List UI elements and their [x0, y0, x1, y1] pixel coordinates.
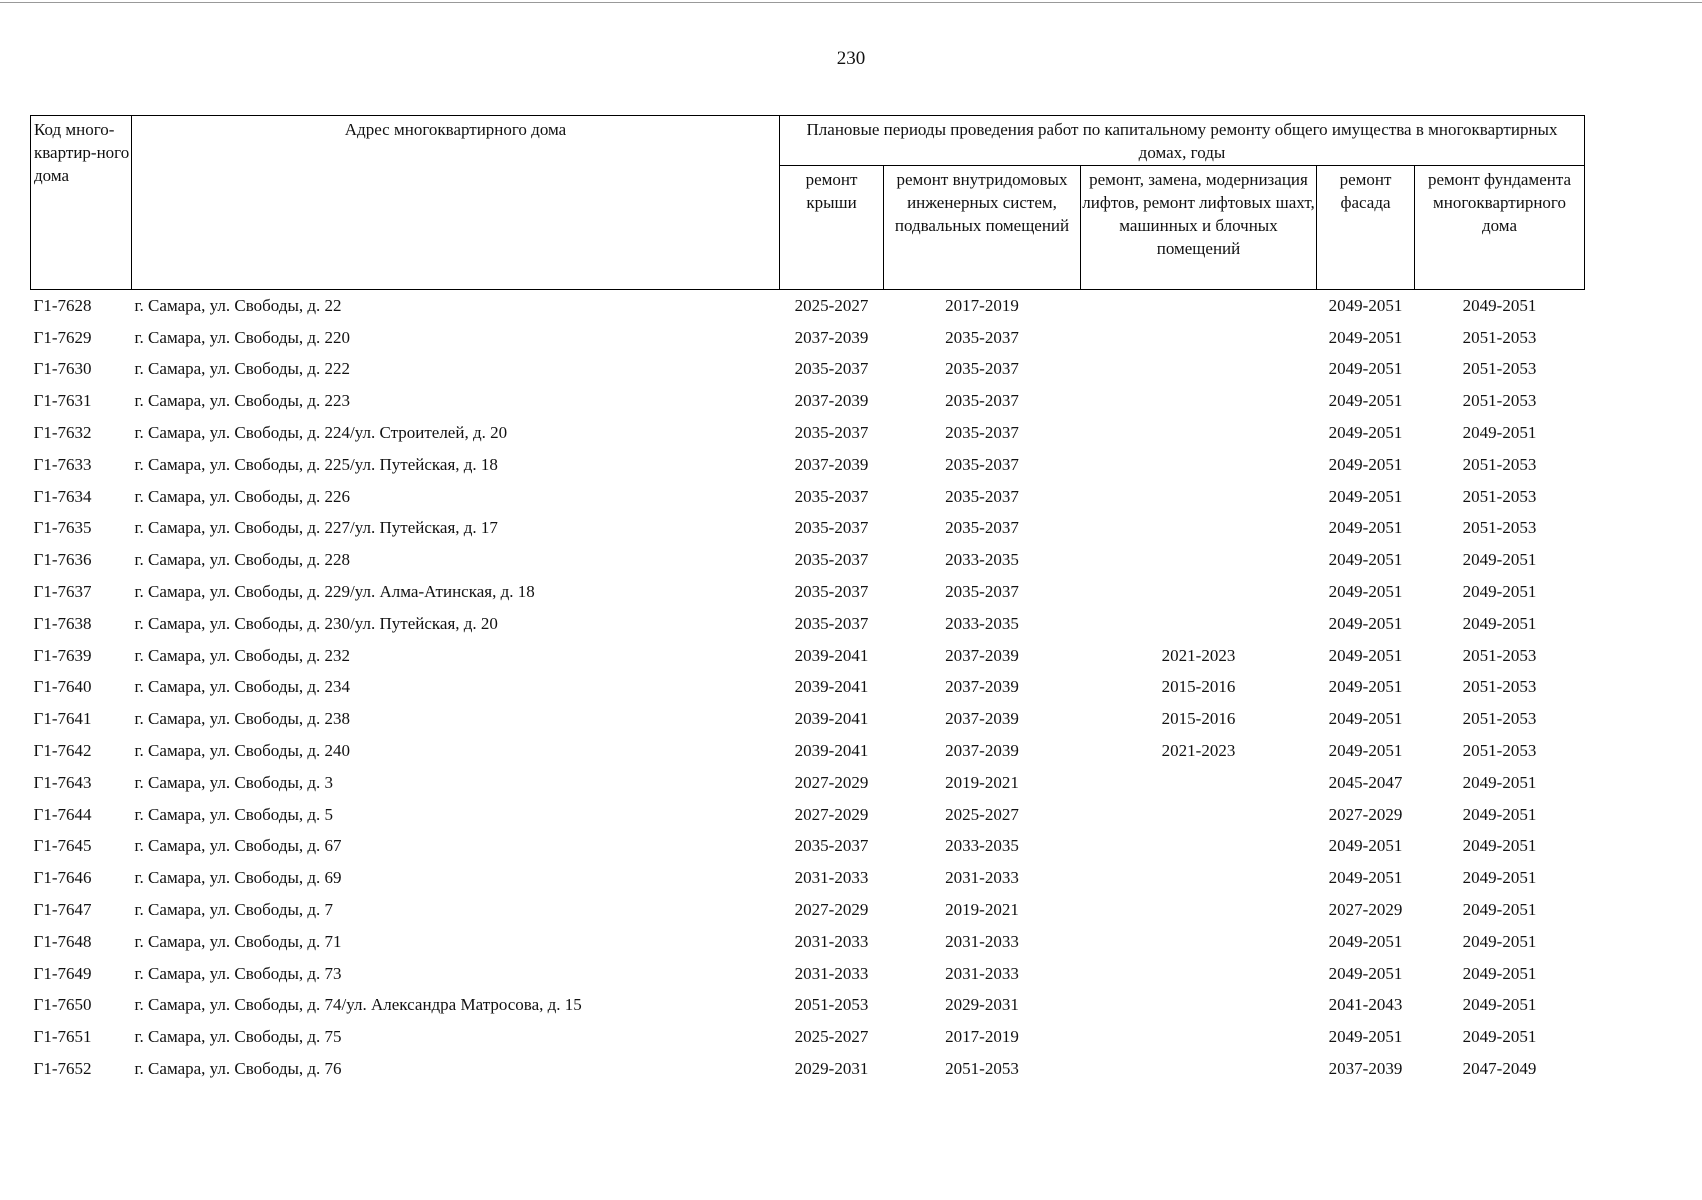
cell-roof: 2035-2037 — [794, 582, 869, 602]
table-row — [31, 735, 1585, 767]
cell-lifts: 2015-2016 — [1161, 709, 1236, 729]
cell-facade: 2027-2029 — [1328, 900, 1403, 920]
cell-engineering: 2019-2021 — [945, 900, 1019, 920]
cell-code: Г1-7649 — [33, 963, 92, 983]
cell-roof: 2037-2039 — [794, 327, 869, 347]
cell-address: г. Самара, ул. Свободы, д. 229/ул. Алма-Атинская, д. 18 — [134, 582, 535, 602]
cell-facade: 2049-2051 — [1328, 391, 1403, 411]
header-foundation: ремонт фундамента многоквартирного дома — [1415, 166, 1585, 290]
cell-roof: 2039-2041 — [794, 741, 869, 761]
cell-address: г. Самара, ул. Свободы, д. 7 — [134, 900, 334, 920]
cell-facade: 2049-2051 — [1328, 963, 1403, 983]
cell-address: г. Самара, ул. Свободы, д. 234 — [134, 677, 351, 697]
cell-address: г. Самара, ул. Свободы, д. 226 — [134, 486, 351, 506]
cell-address: г. Самара, ул. Свободы, д. 71 — [134, 931, 342, 951]
cell-address: г. Самара, ул. Свободы, д. 238 — [134, 709, 351, 729]
cell-facade: 2037-2039 — [1328, 1059, 1403, 1079]
cell-address: г. Самара, ул. Свободы, д. 228 — [134, 550, 351, 570]
cell-foundation: 2049-2051 — [1462, 995, 1537, 1015]
table-row — [31, 608, 1585, 640]
cell-engineering: 2031-2033 — [945, 931, 1019, 951]
cell-foundation: 2049-2051 — [1462, 963, 1537, 983]
cell-lifts — [1081, 894, 1317, 926]
cell-foundation: 2049-2051 — [1462, 868, 1537, 888]
cell-foundation: 2049-2051 — [1462, 772, 1537, 792]
cell-facade: 2049-2051 — [1328, 486, 1403, 506]
cell-engineering: 2025-2027 — [945, 804, 1019, 824]
table-row — [31, 449, 1585, 481]
cell-address: г. Самара, ул. Свободы, д. 75 — [134, 1027, 342, 1047]
cell-roof: 2035-2037 — [794, 486, 869, 506]
cell-facade: 2049-2051 — [1328, 645, 1403, 665]
cell-foundation: 2051-2053 — [1462, 741, 1537, 761]
cell-engineering: 2037-2039 — [945, 677, 1019, 697]
cell-engineering: 2031-2033 — [945, 963, 1019, 983]
cell-foundation: 2051-2053 — [1462, 327, 1537, 347]
cell-code: Г1-7641 — [33, 709, 92, 729]
cell-foundation: 2051-2053 — [1462, 518, 1537, 538]
cell-roof: 2039-2041 — [794, 645, 869, 665]
cell-foundation: 2049-2051 — [1462, 295, 1537, 315]
cell-facade: 2049-2051 — [1328, 741, 1403, 761]
cell-roof: 2035-2037 — [794, 423, 869, 443]
cell-lifts — [1081, 322, 1317, 354]
cell-facade: 2049-2051 — [1328, 454, 1403, 474]
cell-lifts — [1081, 862, 1317, 894]
cell-lifts — [1081, 958, 1317, 990]
cell-code: Г1-7652 — [33, 1059, 92, 1079]
table-row — [31, 926, 1585, 958]
cell-engineering: 2035-2037 — [945, 391, 1019, 411]
table-row — [31, 513, 1585, 545]
table-row — [31, 703, 1585, 735]
table-row — [31, 640, 1585, 672]
cell-facade: 2049-2051 — [1328, 327, 1403, 347]
header-lifts: ремонт, замена, модернизация лифтов, ремонт лифтовых шахт, машинных и блочных помещений — [1081, 166, 1317, 290]
cell-engineering: 2035-2037 — [945, 327, 1019, 347]
cell-facade: 2049-2051 — [1328, 613, 1403, 633]
table-row — [31, 1021, 1585, 1053]
cell-lifts — [1081, 990, 1317, 1022]
table-row — [31, 894, 1585, 926]
cell-foundation: 2051-2053 — [1462, 391, 1537, 411]
table-row — [31, 990, 1585, 1022]
cell-facade: 2049-2051 — [1328, 1027, 1403, 1047]
table-row — [31, 958, 1585, 990]
cell-facade: 2045-2047 — [1328, 772, 1403, 792]
cell-engineering: 2019-2021 — [945, 772, 1019, 792]
cell-address: г. Самара, ул. Свободы, д. 222 — [134, 359, 351, 379]
cell-code: Г1-7637 — [33, 582, 92, 602]
cell-code: Г1-7650 — [33, 995, 92, 1015]
cell-lifts — [1081, 926, 1317, 958]
cell-engineering: 2037-2039 — [945, 741, 1019, 761]
cell-code: Г1-7632 — [33, 423, 92, 443]
cell-roof: 2027-2029 — [794, 900, 869, 920]
cell-address: г. Самара, ул. Свободы, д. 69 — [134, 868, 342, 888]
cell-address: г. Самара, ул. Свободы, д. 225/ул. Путейская, д. 18 — [134, 454, 498, 474]
cell-engineering: 2035-2037 — [945, 423, 1019, 443]
cell-engineering: 2037-2039 — [945, 709, 1019, 729]
cell-foundation: 2051-2053 — [1462, 486, 1537, 506]
cell-foundation: 2049-2051 — [1462, 931, 1537, 951]
table-row — [31, 576, 1585, 608]
cell-foundation: 2049-2051 — [1462, 613, 1537, 633]
table-row — [31, 354, 1585, 386]
cell-lifts: 2021-2023 — [1161, 645, 1236, 665]
header-code: Код много-квартир-ного дома — [31, 116, 132, 290]
cell-engineering: 2033-2035 — [945, 613, 1019, 633]
header-address: Адрес многоквартирного дома — [132, 116, 780, 290]
cell-roof: 2025-2027 — [794, 295, 869, 315]
cell-roof: 2031-2033 — [794, 963, 869, 983]
cell-address: г. Самара, ул. Свободы, д. 5 — [134, 804, 334, 824]
table-header — [31, 116, 1585, 290]
table-row — [31, 544, 1585, 576]
table-row — [31, 672, 1585, 704]
cell-lifts — [1081, 290, 1317, 322]
cell-address: г. Самара, ул. Свободы, д. 240 — [134, 741, 351, 761]
cell-facade: 2027-2029 — [1328, 804, 1403, 824]
cell-facade: 2049-2051 — [1328, 295, 1403, 315]
cell-code: Г1-7639 — [33, 645, 92, 665]
cell-lifts — [1081, 767, 1317, 799]
cell-code: Г1-7648 — [33, 931, 92, 951]
cell-facade: 2049-2051 — [1328, 518, 1403, 538]
cell-lifts: 2021-2023 — [1161, 741, 1236, 761]
cell-lifts — [1081, 1053, 1317, 1085]
cell-facade: 2049-2051 — [1328, 550, 1403, 570]
cell-address: г. Самара, ул. Свободы, д. 74/ул. Александра Матросова, д. 15 — [134, 995, 582, 1015]
cell-code: Г1-7634 — [33, 486, 92, 506]
cell-foundation: 2051-2053 — [1462, 454, 1537, 474]
cell-code: Г1-7633 — [33, 454, 92, 474]
cell-roof: 2031-2033 — [794, 868, 869, 888]
table-row — [31, 1053, 1585, 1085]
cell-engineering: 2037-2039 — [945, 645, 1019, 665]
cell-facade: 2049-2051 — [1328, 931, 1403, 951]
cell-engineering: 2035-2037 — [945, 486, 1019, 506]
cell-code: Г1-7647 — [33, 900, 92, 920]
cell-engineering: 2031-2033 — [945, 868, 1019, 888]
cell-engineering: 2051-2053 — [945, 1059, 1019, 1079]
cell-address: г. Самара, ул. Свободы, д. 76 — [134, 1059, 342, 1079]
cell-code: Г1-7651 — [33, 1027, 92, 1047]
cell-code: Г1-7642 — [33, 741, 92, 761]
cell-address: г. Самара, ул. Свободы, д. 224/ул. Строителей, д. 20 — [134, 423, 508, 443]
cell-lifts — [1081, 1021, 1317, 1053]
cell-facade: 2049-2051 — [1328, 359, 1403, 379]
cell-foundation: 2051-2053 — [1462, 645, 1537, 665]
cell-code: Г1-7643 — [33, 772, 92, 792]
cell-engineering: 2033-2035 — [945, 550, 1019, 570]
cell-engineering: 2035-2037 — [945, 359, 1019, 379]
cell-code: Г1-7644 — [33, 804, 92, 824]
cell-engineering: 2033-2035 — [945, 836, 1019, 856]
cell-address: г. Самара, ул. Свободы, д. 3 — [134, 772, 334, 792]
cell-facade: 2049-2051 — [1328, 677, 1403, 697]
cell-code: Г1-7635 — [33, 518, 92, 538]
cell-roof: 2039-2041 — [794, 677, 869, 697]
cell-facade: 2049-2051 — [1328, 582, 1403, 602]
table-row — [31, 767, 1585, 799]
cell-roof: 2035-2037 — [794, 550, 869, 570]
cell-lifts — [1081, 799, 1317, 831]
cell-lifts — [1081, 576, 1317, 608]
cell-roof: 2035-2037 — [794, 359, 869, 379]
cell-address: г. Самара, ул. Свободы, д. 230/ул. Путейская, д. 20 — [134, 613, 498, 633]
cell-roof: 2035-2037 — [794, 518, 869, 538]
cell-roof: 2035-2037 — [794, 836, 869, 856]
cell-lifts — [1081, 385, 1317, 417]
cell-roof: 2027-2029 — [794, 804, 869, 824]
table-row — [31, 831, 1585, 863]
cell-foundation: 2049-2051 — [1462, 582, 1537, 602]
cell-address: г. Самара, ул. Свободы, д. 73 — [134, 963, 342, 983]
cell-roof: 2031-2033 — [794, 931, 869, 951]
cell-roof: 2039-2041 — [794, 709, 869, 729]
header-roof: ремонт крыши — [780, 166, 884, 290]
cell-roof: 2025-2027 — [794, 1027, 869, 1047]
cell-address: г. Самара, ул. Свободы, д. 227/ул. Путейская, д. 17 — [134, 518, 498, 538]
cell-code: Г1-7646 — [33, 868, 92, 888]
cell-foundation: 2049-2051 — [1462, 804, 1537, 824]
cell-lifts — [1081, 608, 1317, 640]
cell-foundation: 2049-2051 — [1462, 1027, 1537, 1047]
cell-lifts — [1081, 513, 1317, 545]
cell-facade: 2041-2043 — [1328, 995, 1403, 1015]
cell-code: Г1-7645 — [33, 836, 92, 856]
top-rule — [0, 2, 1702, 3]
cell-foundation: 2051-2053 — [1462, 709, 1537, 729]
cell-address: г. Самара, ул. Свободы, д. 232 — [134, 645, 351, 665]
cell-code: Г1-7640 — [33, 677, 92, 697]
cell-facade: 2049-2051 — [1328, 868, 1403, 888]
cell-roof: 2051-2053 — [794, 995, 869, 1015]
header-facade: ремонт фасада — [1317, 166, 1415, 290]
cell-foundation: 2051-2053 — [1462, 677, 1537, 697]
cell-roof: 2029-2031 — [794, 1059, 869, 1079]
cell-code: Г1-7630 — [33, 359, 92, 379]
cell-facade: 2049-2051 — [1328, 423, 1403, 443]
cell-engineering: 2017-2019 — [945, 1027, 1019, 1047]
cell-lifts — [1081, 417, 1317, 449]
header-periods: Плановые периоды проведения работ по капитальному ремонту общего имущества в многоквартирных домах, годы — [780, 116, 1585, 166]
cell-foundation: 2049-2051 — [1462, 550, 1537, 570]
cell-lifts — [1081, 481, 1317, 513]
cell-code: Г1-7638 — [33, 613, 92, 633]
header-engineering: ремонт внутридомовых инженерных систем, подвальных помещений — [884, 166, 1081, 290]
cell-engineering: 2035-2037 — [945, 582, 1019, 602]
cell-engineering: 2029-2031 — [945, 995, 1019, 1015]
table-row — [31, 481, 1585, 513]
cell-address: г. Самара, ул. Свободы, д. 22 — [134, 295, 342, 315]
cell-roof: 2027-2029 — [794, 772, 869, 792]
cell-foundation: 2047-2049 — [1462, 1059, 1537, 1079]
table-row — [31, 799, 1585, 831]
table-row — [31, 385, 1585, 417]
cell-address: г. Самара, ул. Свободы, д. 67 — [134, 836, 342, 856]
cell-code: Г1-7631 — [33, 391, 92, 411]
table-row — [31, 322, 1585, 354]
cell-foundation: 2049-2051 — [1462, 836, 1537, 856]
cell-lifts — [1081, 354, 1317, 386]
cell-facade: 2049-2051 — [1328, 709, 1403, 729]
cell-code: Г1-7628 — [33, 295, 92, 315]
cell-lifts — [1081, 544, 1317, 576]
table-row — [31, 862, 1585, 894]
cell-foundation: 2049-2051 — [1462, 900, 1537, 920]
cell-roof: 2037-2039 — [794, 454, 869, 474]
cell-roof: 2037-2039 — [794, 391, 869, 411]
cell-engineering: 2035-2037 — [945, 454, 1019, 474]
cell-lifts: 2015-2016 — [1161, 677, 1236, 697]
cell-foundation: 2049-2051 — [1462, 423, 1537, 443]
cell-engineering: 2035-2037 — [945, 518, 1019, 538]
page-number: 230 — [836, 48, 866, 69]
cell-lifts — [1081, 449, 1317, 481]
cell-facade: 2049-2051 — [1328, 836, 1403, 856]
cell-lifts — [1081, 831, 1317, 863]
cell-address: г. Самара, ул. Свободы, д. 220 — [134, 327, 351, 347]
table-row — [31, 290, 1585, 322]
cell-roof: 2035-2037 — [794, 613, 869, 633]
table-row — [31, 417, 1585, 449]
cell-code: Г1-7636 — [33, 550, 92, 570]
cell-address: г. Самара, ул. Свободы, д. 223 — [134, 391, 351, 411]
capital-repair-table — [30, 115, 1585, 1085]
table-body — [31, 290, 1585, 1085]
cell-engineering: 2017-2019 — [945, 295, 1019, 315]
cell-code: Г1-7629 — [33, 327, 92, 347]
cell-foundation: 2051-2053 — [1462, 359, 1537, 379]
